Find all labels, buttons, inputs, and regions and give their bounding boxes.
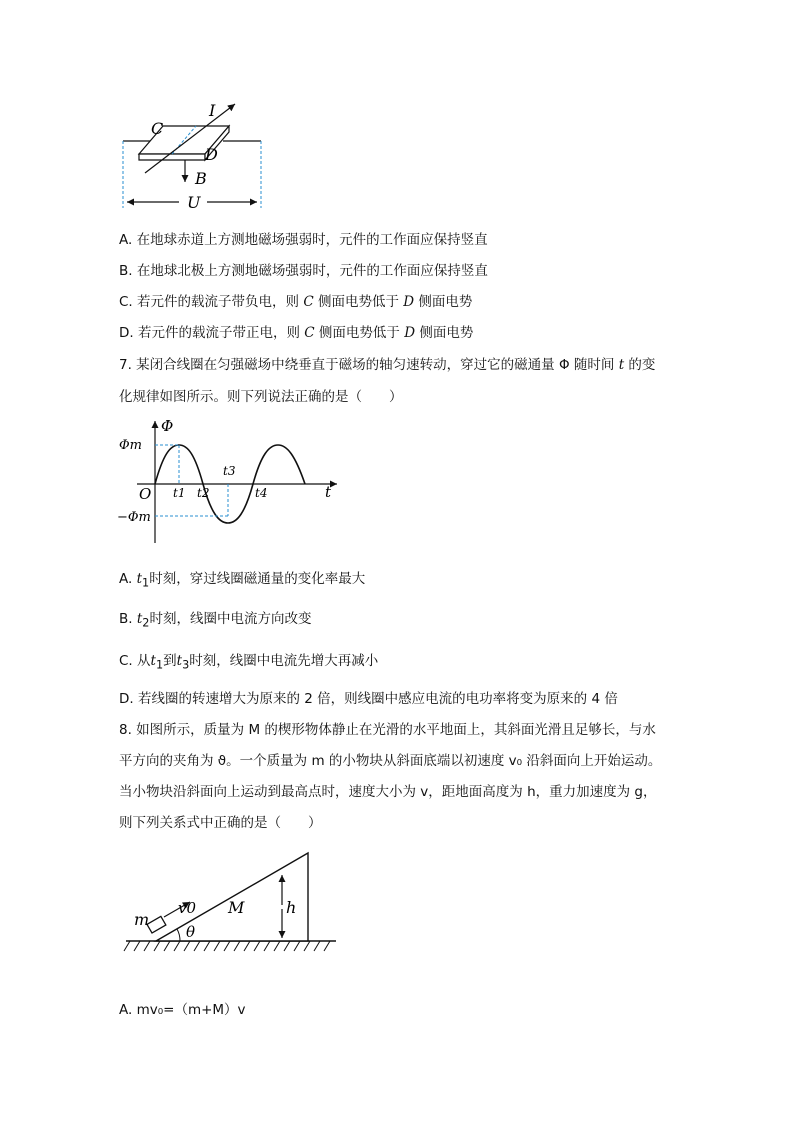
q8-stem-line2: 平方向的夹角为 ϑ。一个质量为 m 的小物块从斜面底端以初速度 v₀ 沿斜面向上开始运动。 <box>119 753 662 769</box>
phi-max-label: Φm <box>119 438 142 453</box>
label-M: M <box>228 898 245 917</box>
flux-graph <box>115 415 345 550</box>
label-v0: v0 <box>178 899 197 917</box>
q8-stem-line4: 则下列关系式中正确的是（ ） <box>119 815 322 831</box>
label-h: h <box>286 898 297 917</box>
q7-option-c: C. 从$t_1$到$t_3$时刻，线圈中电流先增大再减小 <box>119 653 379 672</box>
q7-option-a: A. $t_1$时刻，穿过线圈磁通量的变化率最大 <box>119 571 366 590</box>
origin-label: O <box>139 485 152 503</box>
tick-t3: t3 <box>223 464 236 478</box>
q6-option-d: D. 若元件的载流子带正电，则 C 侧面电势低于 D 侧面电势 <box>119 325 474 341</box>
label-D: D <box>205 145 218 164</box>
q8-option-a: A. mv₀=（m+M）v <box>119 1002 246 1018</box>
x-axis-label: t <box>325 483 332 501</box>
q7-stem-line2: 化规律如图所示。则下列说法正确的是（ ） <box>119 389 403 405</box>
wedge-figure <box>120 845 342 957</box>
label-theta: θ <box>186 923 196 941</box>
label-U: U <box>187 193 201 212</box>
phi-min-label: −Φm <box>117 510 151 525</box>
q6-option-c: C. 若元件的载流子带负电，则 C 侧面电势低于 D 侧面电势 <box>119 294 473 310</box>
q7-option-b: B. $t_2$时刻，线圈中电流方向改变 <box>119 611 312 630</box>
tick-t1: t1 <box>173 486 186 500</box>
q7-stem-line1: 7. 某闭合线圈在匀强磁场中绕垂直于磁场的轴匀速转动，穿过它的磁通量 Φ 随时间 t 的变 <box>119 357 656 373</box>
label-B: B <box>195 169 207 188</box>
q8-stem-line3: 当小物块沿斜面向上运动到最高点时，速度大小为 v，距地面高度为 h，重力加速度为 g， <box>119 784 657 800</box>
hall-element-figure <box>115 98 275 213</box>
tick-t4: t4 <box>255 486 268 500</box>
label-C: C <box>151 119 164 138</box>
q6-option-b: B. 在地球北极上方测地磁场强弱时，元件的工作面应保持竖直 <box>119 263 488 279</box>
label-I: I <box>209 101 216 120</box>
q8-stem-line1: 8. 如图所示，质量为 M 的楔形物体静止在光滑的水平地面上，其斜面光滑且足够长，与水 <box>119 722 656 738</box>
label-m: m <box>134 910 150 929</box>
tick-t2: t2 <box>197 486 210 500</box>
y-axis-label: Φ <box>161 417 174 435</box>
q7-option-d: D. 若线圈的转速增大为原来的 2 倍，则线圈中感应电流的电功率将变为原来的 4 倍 <box>119 691 618 707</box>
q6-option-a: A. 在地球赤道上方测地磁场强弱时，元件的工作面应保持竖直 <box>119 232 488 248</box>
